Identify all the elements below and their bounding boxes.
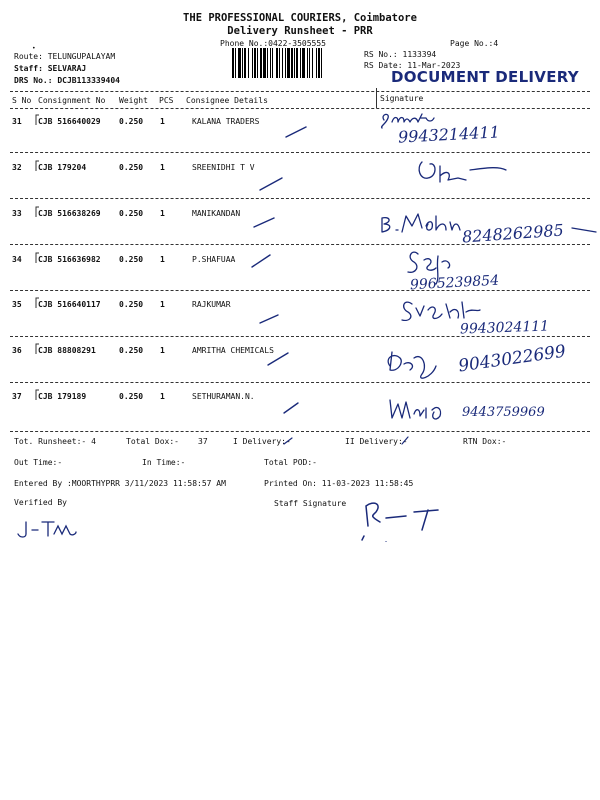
row-consignment: CJB 516640117	[38, 300, 101, 309]
row-consignment: CJB 179189	[38, 392, 87, 401]
i-delivery: I Delivery:-	[233, 437, 291, 446]
barcode-bar	[316, 48, 317, 78]
barcode-bar	[272, 48, 273, 78]
row-consignee: KALANA TRADERS	[192, 117, 260, 126]
rs-date: RS Date: 11-Mar-2023	[364, 61, 461, 70]
row-pcs: 1	[160, 255, 165, 264]
barcode-bar	[296, 48, 298, 78]
barcode-bar	[270, 48, 271, 78]
tot-runsheet: Tot. Runsheet:- 4	[14, 437, 96, 446]
row-weight: 0.250	[119, 163, 144, 172]
barcode-bar	[242, 48, 243, 78]
barcode-bar	[248, 48, 249, 78]
col-header-signature: Signature	[380, 94, 424, 103]
barcode-bar	[267, 48, 268, 78]
out-time: Out Time:-	[14, 458, 63, 467]
barcode-bar	[279, 48, 280, 78]
row-weight: 0.250	[119, 209, 144, 218]
row-sno: 36	[12, 346, 22, 355]
row-consignment: CJB 179204	[38, 163, 87, 172]
col-header-consignee: Consignee Details	[186, 96, 268, 105]
delivery-tick-marks	[240, 115, 310, 435]
barcode-bar	[285, 48, 286, 78]
runsheet-subtitle: Delivery Runsheet - PRR	[227, 25, 373, 37]
row-weight: 0.250	[119, 255, 144, 264]
row-sno: 37	[12, 392, 22, 401]
row-sno: 32	[12, 163, 22, 172]
barcode-bar	[318, 48, 320, 78]
handwritten-phone-36: 9043022699	[457, 341, 568, 377]
barcode-bar	[263, 48, 266, 78]
row-pcs: 1	[160, 209, 165, 218]
barcode-bar	[291, 48, 293, 78]
barcode-bar	[232, 48, 234, 78]
col-header-consignment: Consignment No	[38, 96, 106, 105]
barcode-bar	[282, 48, 283, 78]
barcode-bar	[294, 48, 295, 78]
barcode-bar	[287, 48, 290, 78]
total-tick-marks	[282, 434, 412, 448]
barcode-bar	[235, 48, 236, 78]
barcode-bar	[307, 48, 308, 78]
row-consignee: SREENIDHI T V	[192, 163, 255, 172]
row-consignment: CJB 516636982	[38, 255, 101, 264]
row-consignment: CJB 516640029	[38, 117, 101, 126]
barcode-bar	[252, 48, 253, 78]
row-consignee: RAJKUMAR	[192, 300, 231, 309]
rs-number: RS No.: 1133394	[364, 50, 437, 59]
in-time: In Time:-	[142, 458, 186, 467]
verifier-signature	[14, 516, 80, 542]
barcode-bar	[300, 48, 301, 78]
barcode-bar	[254, 48, 256, 78]
handwritten-phone-34: 9965239854	[409, 272, 500, 294]
col-header-sno: S No	[12, 96, 32, 105]
total-pod: Total POD:-	[264, 458, 317, 467]
barcode-bar	[312, 48, 313, 78]
page-number: Page No.:4	[450, 39, 499, 48]
row-pcs: 1	[160, 117, 165, 126]
row-pcs: 1	[160, 346, 165, 355]
barcode	[232, 48, 358, 78]
barcode-bar	[257, 48, 258, 78]
row-weight: 0.250	[119, 392, 144, 401]
total-dox-value: 37	[198, 437, 208, 446]
signature-divider	[376, 88, 377, 108]
row-pcs: 1	[160, 163, 165, 172]
row-pcs: 1	[160, 392, 165, 401]
barcode-bar	[321, 48, 322, 78]
document-delivery-stamp: DOCUMENT DELIVERY	[391, 68, 579, 86]
drs-number: DRS No.: DCJB113339404	[14, 76, 120, 85]
handwritten-phone-37: 9443759969	[462, 405, 545, 420]
row-consignee: SETHURAMAN.N.	[192, 392, 255, 401]
company-title: THE PROFESSIONAL COURIERS, Coimbatore	[183, 12, 417, 24]
staff-signature	[358, 498, 448, 542]
entered-by: Entered By :MOORTHYPRR 3/11/2023 11:58:57 AM	[14, 479, 226, 488]
barcode-bar	[309, 48, 310, 78]
route-label: Route: TELUNGUPALAYAM	[14, 52, 116, 61]
barcode-bar	[260, 48, 262, 78]
staff-signature-label: Staff Signature	[274, 499, 347, 508]
staff-label: Staff: SELVARAJ	[14, 64, 87, 73]
barcode-bar	[244, 48, 246, 78]
row-consignment: CJB 88808291	[38, 346, 96, 355]
row-sno: 34	[12, 255, 22, 264]
barcode-bar	[302, 48, 305, 78]
table-top-rule	[10, 91, 590, 92]
rtn-dox: RTN Dox:-	[463, 437, 507, 446]
bracket-marks	[33, 112, 41, 412]
row-consignment: CJB 516638269	[38, 209, 101, 218]
handwritten-phone-35: 9943024111	[459, 318, 550, 338]
phone-number: Phone No.:0422-3505555	[220, 39, 326, 48]
row-weight: 0.250	[119, 117, 144, 126]
row-weight: 0.250	[119, 346, 144, 355]
row-consignee: P.SHAFUAA	[192, 255, 236, 264]
row-weight: 0.250	[119, 300, 144, 309]
verified-by: Verified By	[14, 498, 67, 507]
row-sno: 35	[12, 300, 22, 309]
row-sno: 33	[12, 209, 22, 218]
ii-delivery: II Delivery:-	[345, 437, 408, 446]
handwritten-signatures	[376, 108, 598, 433]
total-dox-label: Total Dox:-	[126, 437, 179, 446]
barcode-bar	[276, 48, 278, 78]
row-consignee: MANIKANDAN	[192, 209, 241, 218]
col-header-weight: Weight	[119, 96, 148, 105]
row-pcs: 1	[160, 300, 165, 309]
row-consignee: AMRITHA CHEMICALS	[192, 346, 274, 355]
handwritten-phone-31: 9943214411	[397, 122, 501, 147]
barcode-bar	[238, 48, 241, 78]
row-sno: 31	[12, 117, 22, 126]
dot-mark: •	[32, 45, 36, 52]
printed-on: Printed On: 11-03-2023 11:58:45	[264, 479, 414, 488]
col-header-pcs: PCS	[159, 96, 174, 105]
handwritten-phone-33: 8248262985	[461, 220, 565, 247]
